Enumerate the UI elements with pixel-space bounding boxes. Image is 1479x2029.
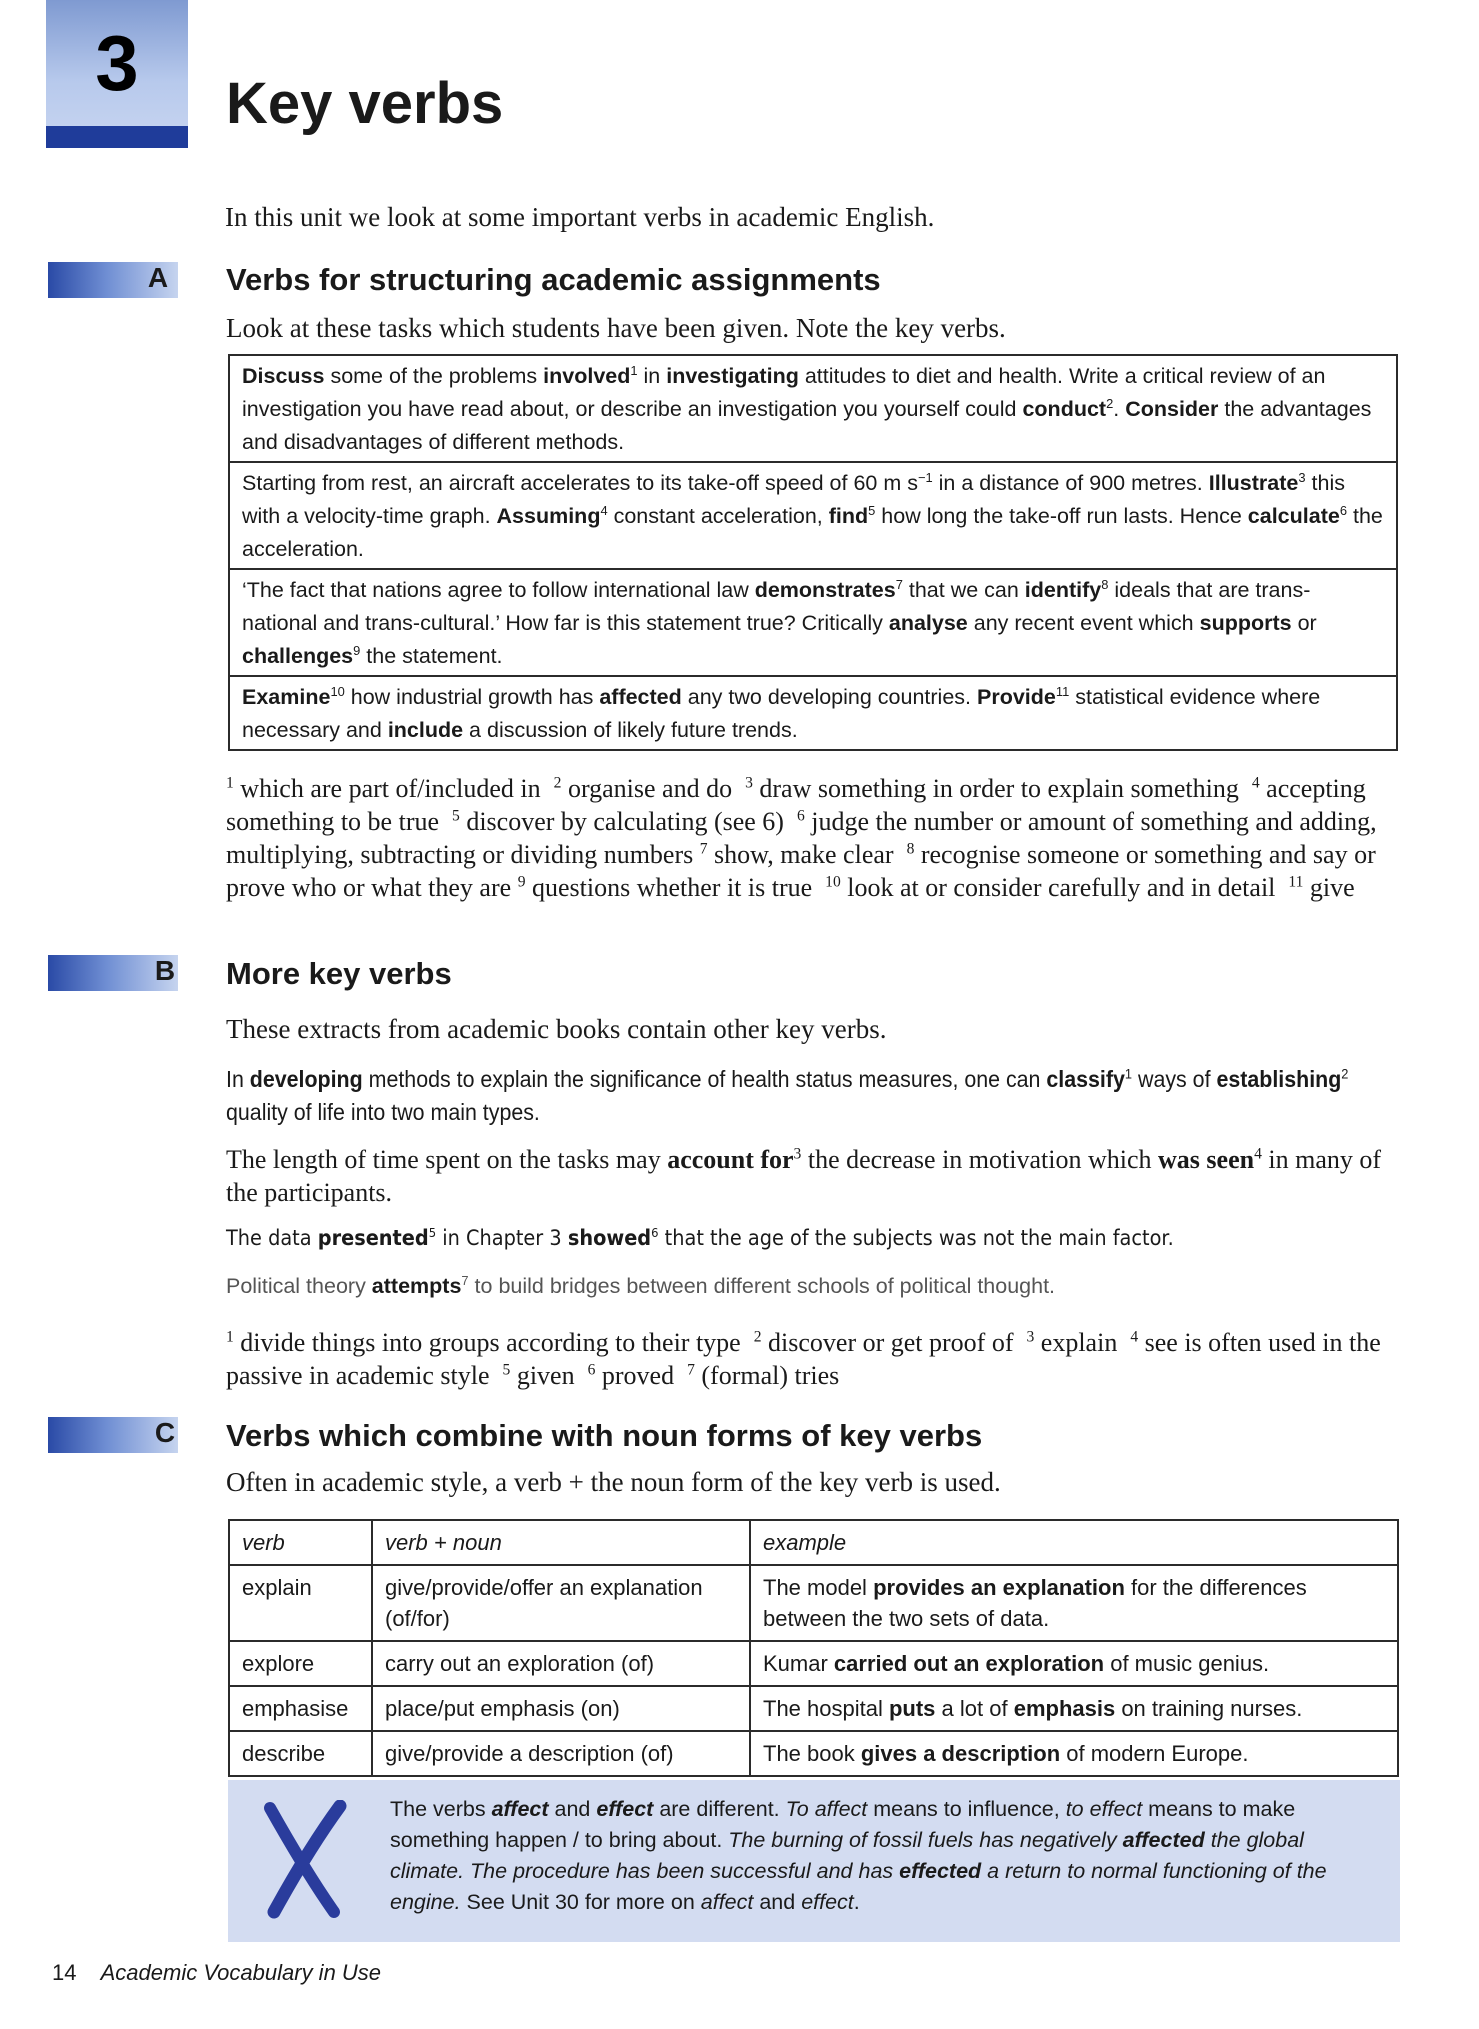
table-row — [229, 1731, 1398, 1776]
section-a-glossary: $^1$ which are part of/included in $^2$ organise and do $^3$ draw something in order to explain something $^4$ accepting something to be true $^5$ discover by calculating (see 6) $^6$ judge the number or amount of something and adding, multiplying, subtracting or dividing numbers $^7$ show, make clear $^8$ recognise someone or something and say or prove who or what they are $^9$ questions whether it is true $^{10}$ look at or consider carefully and in detail $^{11}$ give — [226, 774, 1377, 902]
intro-text: In this unit we look at some important verbs in academic English. — [225, 202, 935, 232]
table-cell: The model provides an explanation for the differences between the two sets of data. — [750, 1565, 1398, 1641]
verb-noun-table — [228, 1519, 1399, 1777]
table-header-cell: verb + noun — [372, 1520, 750, 1565]
task-item: Discuss some of the problems involved$^1$ in investigating attitudes to diet and health. Write a critical review of an investigation you have read about, or describe an investigation you yourself could conduct$^2$. Consider the advantages and disadvantages of different methods. — [230, 356, 1396, 463]
page-footer — [52, 1960, 381, 1986]
task-item: Starting from rest, an aircraft accelerates to its take-off speed of 60 m $s^{-1}$ in a distance of 900 metres. Illustrate$^3$ this with a velocity-time graph. Assuming$^4$ constant acceleration, find$^5$ how long the take-off run lasts. Hence calculate$^6$ the acceleration. — [230, 463, 1396, 570]
section-c-letter: C — [154, 1417, 176, 1448]
warning-text: The verbs affect and effect are different. To affect means to influence, to effect means to make something happen / to bring about. The burning of fossil fuels has negatively affected the global climate. The procedure has been successful and has effected a return to normal functioning of the engine. See Unit 30 for more on affect and effect. — [390, 1797, 1327, 1914]
table-header-cell: example — [750, 1520, 1398, 1565]
extract-item: The length of time spent on the tasks may account for$^3$ the decrease in motivation which was seen$^4$ in many of the participants. — [226, 1145, 1382, 1207]
table-cell: Kumar carried out an exploration of music genius. — [750, 1641, 1398, 1686]
extract-item: In developing methods to explain the significance of health status measures, one can classify$^1$ ways of establishing$^2$ quality of life into two main types. — [226, 1066, 1349, 1125]
unit-number: 3 — [95, 19, 139, 107]
section-a-letter: A — [147, 262, 169, 293]
section-c-heading: Verbs which combine with noun forms of key verbs — [226, 1418, 983, 1453]
table-row — [229, 1641, 1398, 1686]
section-a-subtitle: Look at these tasks which students have been given. Note the key verbs. — [226, 313, 1006, 343]
table-row — [229, 1686, 1398, 1731]
error-warning-box — [228, 1780, 1400, 1942]
table-cell: give/provide a description (of) — [372, 1731, 750, 1776]
table-header-row — [229, 1520, 1398, 1565]
table-cell: place/put emphasis (on) — [372, 1686, 750, 1731]
tasks-box — [228, 354, 1398, 751]
unit-number-block — [46, 0, 188, 148]
table-header-cell: verb — [229, 1520, 372, 1565]
task-item: ‘The fact that nations agree to follow international law demonstrates$^7$ that we can identify$^8$ ideals that are trans-national and trans-cultural.’ How far is this statement true? Critically analyse any recent event which supports or challenges$^9$ the statement. — [230, 570, 1396, 677]
error-warning-cross-icon — [248, 1800, 360, 1920]
table-cell: give/provide/offer an explanation (of/for) — [372, 1565, 750, 1641]
table-cell: The hospital puts a lot of emphasis on training nurses. — [750, 1686, 1398, 1731]
extract-item: The data presented$^5$ in Chapter 3 showed$^6$ that the age of the subjects was not the main factor. — [226, 1225, 1174, 1250]
page-number: 14 — [52, 1960, 77, 1985]
book-title: Academic Vocabulary in Use — [100, 1960, 382, 1985]
unit-number-bar — [46, 126, 188, 148]
table-cell: explore — [229, 1641, 372, 1686]
section-a-heading: Verbs for structuring academic assignments — [226, 262, 881, 297]
table-cell: explain — [229, 1565, 372, 1641]
extract-item: Political theory attempts$^7$ to build bridges between different schools of political thought. — [226, 1272, 1056, 1298]
table-row — [229, 1565, 1398, 1641]
section-b-heading: More key verbs — [226, 956, 452, 991]
table-cell: The book gives a description of modern Europe. — [750, 1731, 1398, 1776]
section-c-subtitle: Often in academic style, a verb + the noun form of the key verb is used. — [226, 1467, 1001, 1497]
task-item: Examine$^{10}$ how industrial growth has affected any two developing countries. Provide$^{11}$ statistical evidence where necessary and include a discussion of likely future trends. — [242, 683, 1321, 742]
section-b-subtitle: These extracts from academic books contain other key verbs. — [226, 1014, 887, 1044]
table-cell: describe — [229, 1731, 372, 1776]
table-cell: emphasise — [229, 1686, 372, 1731]
page-title: Key verbs — [226, 71, 504, 136]
table-cell: carry out an exploration (of) — [372, 1641, 750, 1686]
section-b-letter: B — [154, 955, 176, 986]
section-b-glossary: $^1$ divide things into groups according to their type $^2$ discover or get proof of $^3$ explain $^4$ see is often used in the passive in academic style $^5$ given $^6$ proved $^7$ (formal) tries — [226, 1328, 1381, 1390]
